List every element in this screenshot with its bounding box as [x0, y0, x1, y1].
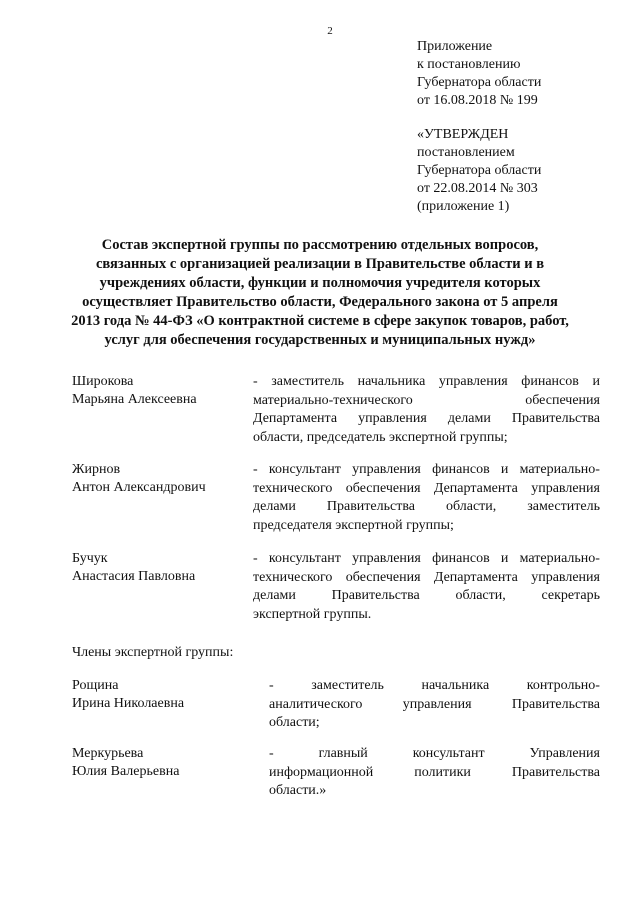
role-word: Правительства	[511, 696, 600, 712]
role-word: и	[500, 551, 509, 566]
role-word: -	[253, 462, 258, 477]
role-word: главный	[318, 746, 368, 761]
role-word: начальника	[421, 678, 490, 693]
appendix-line: Приложение	[417, 39, 493, 54]
role-word: управления	[352, 462, 421, 477]
role-word: финансов	[521, 374, 579, 389]
role-word: -	[269, 746, 274, 761]
role-line	[269, 696, 600, 715]
role-line	[253, 461, 600, 480]
role-word: материально-	[519, 462, 600, 477]
appendix-line: от 16.08.2018 № 199	[417, 93, 538, 108]
role-line	[269, 745, 600, 764]
role-word: делами	[253, 499, 296, 514]
role-line	[253, 569, 600, 588]
role-word: обеспечения	[525, 392, 600, 408]
role-word: контрольно-	[526, 678, 600, 693]
role-word: Правительства	[511, 411, 600, 426]
role-word: аналитического	[269, 696, 363, 712]
member-surname: Меркурьева	[72, 746, 144, 761]
appendix-reference-block	[417, 38, 541, 110]
role-word: управления	[531, 480, 600, 496]
appendix-line: Губернатора области	[417, 75, 542, 90]
approval-line: постановлением	[417, 145, 515, 160]
role-word: делами	[447, 411, 491, 426]
member-surname: Жирнов	[72, 462, 121, 477]
page-number: 2	[327, 25, 333, 37]
role-word: управления	[358, 411, 427, 426]
role-word: материально-	[519, 551, 600, 566]
role-word: технического	[253, 569, 333, 585]
member-surname: Рощина	[72, 678, 119, 693]
member-surname: Бучук	[72, 551, 108, 566]
role-word: Управления	[529, 746, 600, 761]
members-heading: Члены экспертной группы:	[72, 645, 234, 660]
role-word: консультант	[268, 551, 341, 566]
role-line	[269, 764, 600, 783]
role-word: Правительства	[511, 764, 600, 780]
member-given-names: Антон Александрович	[72, 480, 206, 495]
role-word: заместитель	[271, 374, 344, 389]
member-given-names: Марьяна Алексеевна	[72, 392, 197, 407]
role-word: финансов	[432, 462, 490, 477]
member-name	[72, 461, 206, 497]
role-line: председателя экспертной группы;	[253, 517, 454, 533]
role-word: политики	[414, 764, 471, 780]
title-line: Состав экспертной группы по рассмотрению отдельных вопросов,	[101, 237, 539, 253]
role-line	[269, 677, 600, 696]
role-word: заместитель	[311, 678, 384, 693]
member-role	[253, 550, 600, 624]
role-word: обеспечения	[345, 480, 421, 496]
role-word: Правительства	[331, 588, 420, 603]
role-line	[253, 410, 600, 429]
role-word: заместитель	[527, 499, 600, 514]
role-word: делами	[253, 588, 296, 603]
role-word: области,	[445, 499, 497, 514]
role-word: Правительства	[326, 499, 415, 514]
member-name	[72, 677, 184, 713]
member-given-names: Анастасия Павловна	[72, 569, 196, 584]
role-line	[253, 587, 600, 606]
role-word: управления	[402, 696, 472, 712]
role-word: обеспечения	[345, 569, 421, 585]
role-word: управления	[438, 374, 508, 389]
role-word: консультант	[412, 746, 485, 761]
role-line	[253, 550, 600, 569]
role-line: области;	[269, 715, 320, 730]
role-line: области.»	[269, 783, 327, 798]
member-name	[72, 745, 179, 781]
member-role	[253, 461, 600, 535]
role-line	[253, 498, 600, 517]
approval-line: от 22.08.2014 № 303	[417, 181, 538, 196]
role-line: экспертной группы.	[253, 606, 372, 622]
role-word: -	[269, 678, 274, 693]
member-role	[269, 745, 600, 801]
role-word: секретарь	[541, 588, 600, 603]
member-role	[269, 677, 600, 733]
member-given-names: Ирина Николаевна	[72, 696, 185, 711]
role-word: управления	[531, 569, 600, 585]
role-word: и	[592, 374, 600, 389]
member-given-names: Юлия Валерьевна	[72, 764, 180, 779]
role-line: области, председатель экспертной группы;	[253, 429, 508, 445]
title-line: услуг для обеспечения государственных и муниципальных нужд»	[104, 332, 536, 348]
title-line: 2013 года № 44-ФЗ «О контрактной системе в сфере закупок товаров, работ,	[71, 313, 569, 329]
role-word: начальника	[357, 374, 426, 389]
role-word: -	[253, 374, 258, 389]
role-line	[253, 480, 600, 499]
approval-line: «УТВЕРЖДЕН	[417, 127, 509, 142]
role-word: и	[500, 462, 509, 477]
role-word: технического	[253, 480, 333, 496]
role-word: области,	[455, 588, 506, 603]
role-word: управления	[352, 551, 421, 566]
role-word: материально-технического	[253, 392, 413, 408]
approval-line: (приложение 1)	[417, 199, 510, 214]
role-word: информационной	[269, 764, 374, 780]
member-name	[72, 373, 197, 409]
role-word: Департамента	[433, 569, 518, 585]
document-title	[40, 236, 600, 350]
member-surname: Широкова	[72, 374, 134, 389]
approval-line: Губернатора области	[417, 163, 542, 178]
role-line	[253, 392, 600, 411]
role-line	[253, 373, 600, 392]
member-role	[253, 373, 600, 447]
role-word: Департамента	[433, 480, 518, 496]
title-line: учреждениях области, функции и полномочия учредителя которых	[99, 275, 541, 291]
role-word: консультант	[268, 462, 341, 477]
role-word: Департамента	[253, 411, 338, 426]
approval-reference-block	[417, 126, 541, 216]
role-word: финансов	[432, 551, 490, 566]
title-line: осуществляет Правительство области, Федерального закона от 5 апреля	[82, 294, 558, 310]
member-name	[72, 550, 195, 586]
role-word: -	[253, 551, 258, 566]
title-line: связанных с организацией реализации в Правительстве области и в	[95, 256, 545, 272]
appendix-line: к постановлению	[417, 57, 521, 72]
